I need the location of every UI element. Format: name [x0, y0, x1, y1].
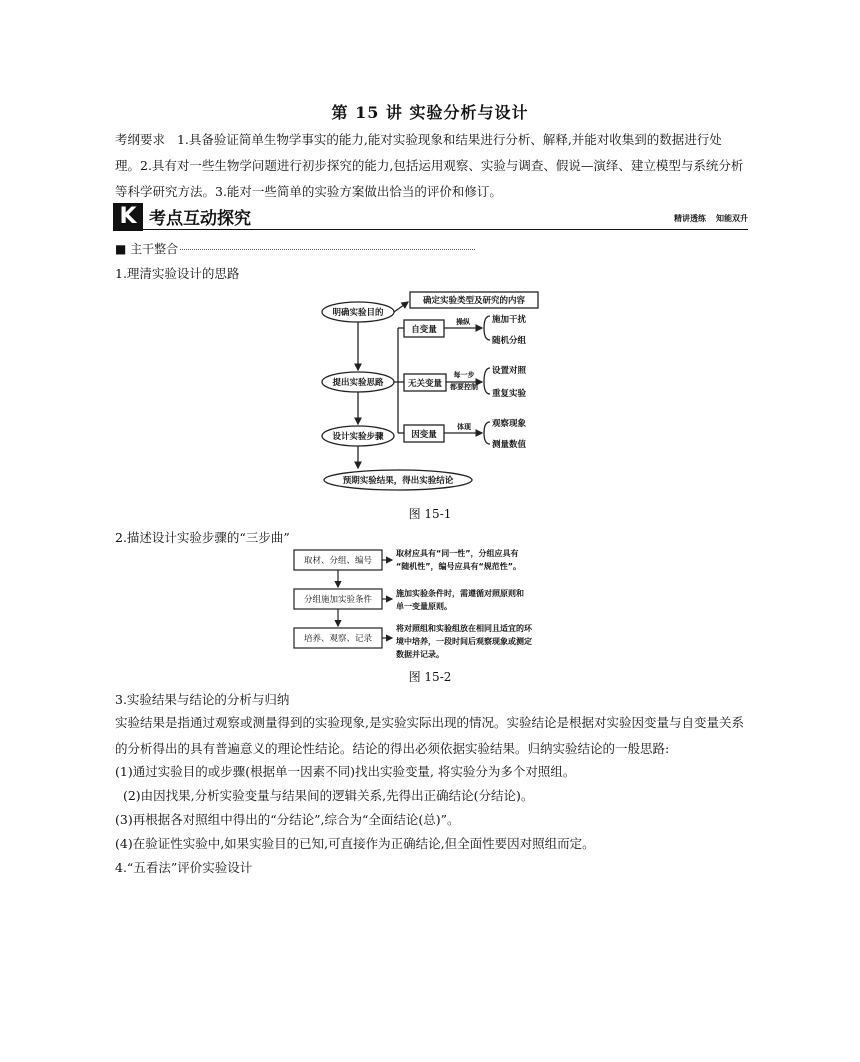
edge-reflect: 体现 [457, 423, 471, 431]
set-control: 设置对照 [492, 366, 527, 376]
step-1-text: (1)通过实验目的或步骤(根据单一因素不同)找出实验变量, 将实验分为多个对照组。 [115, 764, 576, 779]
edge-each-step: 每一步 [453, 371, 475, 379]
repeat-experiment: 重复实验 [492, 389, 527, 399]
step3: 培养、观察、记录 [303, 634, 373, 644]
step-2-text: (2)由因找果,分析实验变量与结果间的逻辑关系,先得出正确结论(分结论)。 [115, 788, 534, 803]
figure-15-2-steps [292, 545, 582, 665]
banner-tag-2: 知能双升 [716, 214, 748, 223]
apply-interference: 施加干扰 [492, 315, 527, 325]
heading-2: 2.描述设计实验步骤的“三步曲” [115, 530, 290, 545]
step-4-text: (4)在验证性实验中,如果实验目的已知,可直接作为正确结论,但全面性要因对照组而定。 [115, 836, 595, 851]
edge-manipulate: 操纵 [456, 318, 470, 326]
dependent-var: 因变量 [411, 430, 437, 440]
results-paragraph: 实验结果是指通过观察或测量得到的实验现象,是实验实际出现的情况。实验结论是根据对实验因变量与自变量关系的分析得出的具有普遍意义的理论性结论。结论的得出必须依据实验结果。归纳实验结论的一般思路: [115, 715, 744, 756]
irrelevant-var: 无关变量 [407, 379, 443, 389]
measure-values: 测量数值 [492, 440, 527, 450]
edge-control: 都要控制 [450, 383, 478, 391]
node-purpose: 明确实验目的 [332, 308, 384, 318]
note3-line2: 境中培养，一段时间后观察现象或测定 [396, 637, 532, 646]
dotted-leader [180, 249, 475, 250]
node-result: 预期实验结果，得出实验结论 [342, 476, 454, 486]
caption-15-1: 图 15-1 [408, 507, 452, 521]
note1-line1: 取材应具有“同一性”，分组应具有 [396, 549, 519, 558]
section-label-text: ■ 主干整合 [115, 242, 179, 256]
note2-line1: 施加实验条件时，需遵循对照原则和 [396, 589, 524, 598]
requirements-text: 1.具备验证简单生物学事实的能力,能对实验现象和结果进行分析、解释,并能对收集到的数据进行处理。2.具有对一些生物学问题进行初步探究的能力,包括运用观察、实验与调查、假说—演绎、建立模型与系统分析等科学研究方法。3.能对一些简单的实验方案做出恰当的评价和修订。 [115, 132, 744, 199]
heading-4: 4.“五看法”评价实验设计 [115, 860, 253, 875]
requirements-label: 考纲要求 [115, 132, 166, 147]
independent-var: 自变量 [411, 325, 437, 335]
note2-line2: 单一变量原则。 [396, 602, 452, 611]
banner-title: 考点互动探究 [149, 209, 251, 229]
banner-tagline [664, 213, 748, 224]
banner-tag-1: 精讲透练 [674, 214, 706, 223]
section-label [115, 240, 475, 257]
box-content-text: 确定实验类型及研究的内容 [422, 296, 526, 306]
step1: 取材、分组、编号 [303, 556, 373, 566]
node-idea: 提出实验思路 [332, 378, 384, 388]
page-title: 第 15 讲 实验分析与设计 [331, 103, 529, 122]
observe-phenomena: 观察现象 [492, 419, 527, 429]
exam-requirements [115, 127, 745, 205]
section-banner [113, 203, 748, 230]
note3-line3: 数据并记录。 [396, 650, 444, 659]
node-steps: 设计实验步骤 [332, 432, 384, 442]
heading-3: 3.实验结果与结论的分析与归纳 [115, 692, 290, 707]
note3-line1: 将对照组和实验组放在相同且适宜的环 [396, 624, 532, 633]
heading-1: 1.理清实验设计的思路 [115, 266, 240, 281]
random-grouping: 随机分组 [492, 336, 527, 346]
figure-15-1-flowchart [318, 288, 578, 496]
step-3-text: (3)再根据各对照组中得出的“分结论”,综合为“全面结论(总)”。 [115, 812, 460, 827]
note1-line2: “随机性”，编号应具有“规范性”。 [396, 562, 522, 571]
caption-15-2: 图 15-2 [408, 670, 452, 684]
step2: 分组施加实验条件 [303, 595, 373, 605]
banner-k-badge: K [113, 203, 143, 231]
